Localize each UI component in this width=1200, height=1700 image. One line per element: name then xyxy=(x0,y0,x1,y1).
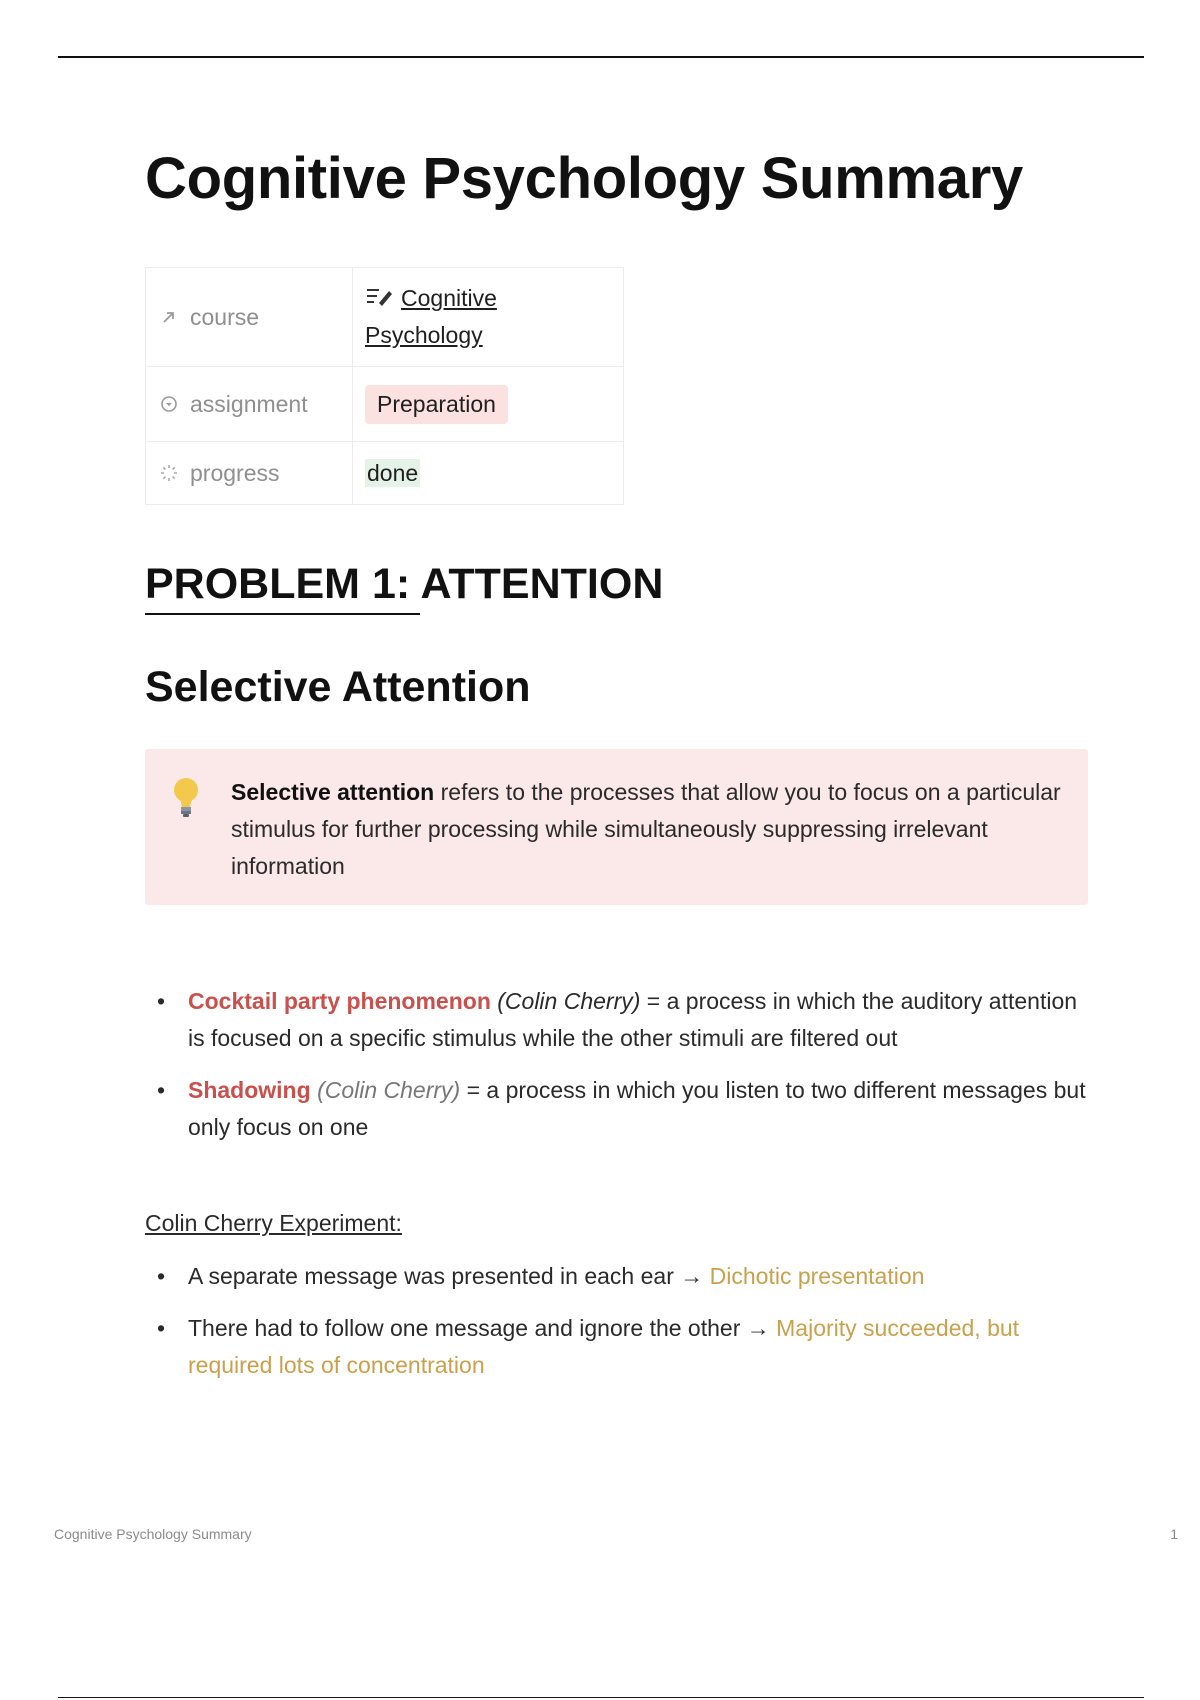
page-title: Cognitive Psychology Summary xyxy=(145,146,1023,211)
loader-icon xyxy=(158,464,180,482)
property-label-progress: progress xyxy=(190,459,280,486)
callout-term: Selective attention xyxy=(231,779,435,805)
property-key-progress xyxy=(146,442,353,505)
experiment-heading: Colin Cherry Experiment: xyxy=(145,1210,402,1236)
property-value-course[interactable] xyxy=(353,268,624,367)
arrow-up-right-icon xyxy=(158,309,180,325)
notes-edit-icon xyxy=(365,286,393,312)
property-row-course xyxy=(146,268,624,367)
bullet: • xyxy=(157,1315,166,1341)
term-definition: = a process in which the auditory attention is focused on a specific stimulus while the other stimuli are filtered out xyxy=(188,988,1078,1051)
progress-tag[interactable]: done xyxy=(367,459,419,486)
course-link-line2[interactable]: Psychology xyxy=(365,322,483,348)
list-item xyxy=(145,1258,1090,1295)
property-row-progress xyxy=(146,442,624,505)
list-item xyxy=(145,1072,1090,1146)
experiment-step: A separate message was presented in each ear → xyxy=(188,1263,710,1289)
term-definition: = a process in which you listen to two different messages but only focus on one xyxy=(188,1077,1086,1140)
definition-callout xyxy=(145,749,1088,905)
property-value-progress[interactable] xyxy=(353,442,624,505)
problem-heading: PROBLEM 1: ATTENTION xyxy=(145,560,664,608)
callout-body: refers to the processes that allow you to focus on a particular stimulus for further processing while simultaneously suppressing irrelevant information xyxy=(231,779,1061,879)
property-key-course xyxy=(146,268,353,367)
section-heading: Selective Attention xyxy=(145,663,531,711)
footer-title: Cognitive Psychology Summary xyxy=(54,1526,252,1542)
assignment-tag[interactable]: Preparation xyxy=(365,385,508,424)
experiment-list xyxy=(145,1258,1090,1399)
property-key-assignment xyxy=(146,367,353,442)
experiment-result: Majority succeeded, but required lots of concentration xyxy=(188,1315,1020,1378)
property-value-assignment[interactable] xyxy=(353,367,624,442)
term-label: Cocktail party phenomenon xyxy=(188,988,491,1014)
page-number: 1 xyxy=(1170,1526,1178,1542)
term-source: (Colin Cherry) xyxy=(497,988,641,1014)
bullet: • xyxy=(157,1077,166,1103)
property-row-assignment xyxy=(146,367,624,442)
select-circle-icon xyxy=(158,395,180,413)
list-item xyxy=(145,983,1090,1057)
callout-text xyxy=(231,774,1061,885)
lightbulb-icon xyxy=(171,776,201,829)
bottom-rule xyxy=(58,1697,1144,1698)
term-source: (Colin Cherry) xyxy=(317,1077,461,1103)
experiment-result: Dichotic presentation xyxy=(709,1263,925,1289)
list-item xyxy=(145,1310,1090,1384)
top-rule xyxy=(58,56,1144,58)
term-label: Shadowing xyxy=(188,1077,311,1103)
bullet: • xyxy=(157,988,166,1014)
experiment-step: There had to follow one message and ignore the other → xyxy=(188,1315,777,1341)
definition-list xyxy=(145,983,1090,1161)
problem-heading-underline xyxy=(145,613,420,615)
course-link-line1[interactable]: Cognitive xyxy=(401,285,497,311)
properties-table xyxy=(145,267,624,505)
property-label-assignment: assignment xyxy=(190,390,308,417)
bullet: • xyxy=(157,1263,166,1289)
property-label-course: course xyxy=(190,303,260,330)
